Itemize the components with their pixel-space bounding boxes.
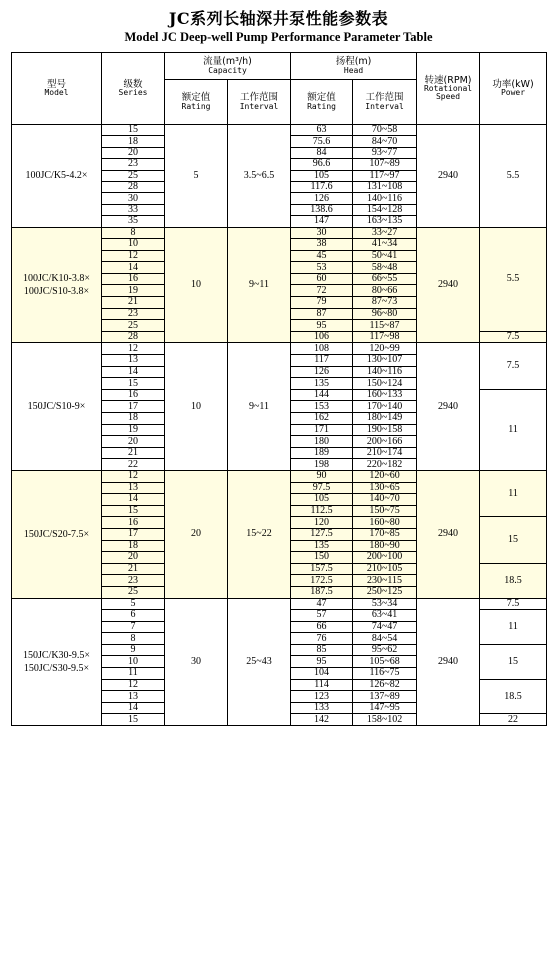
capacity-rating-zh: 额定值 <box>181 92 211 104</box>
head-rating-cell: 147 <box>291 216 353 227</box>
series-cell: 14 <box>102 494 165 506</box>
head-interval-cell: 131~108 <box>353 181 417 192</box>
speed-cell: 2940 <box>417 125 480 228</box>
head-interval-cell: 180~149 <box>353 413 417 425</box>
series-cell: 15 <box>102 125 165 136</box>
capacity-interval-cell: 25~43 <box>228 598 291 726</box>
capacity-interval-zh: 工作范围 <box>240 92 279 104</box>
model-name: 150JC/S10-9× <box>27 401 86 413</box>
table-row <box>12 470 547 482</box>
head-rating-cell: 85 <box>291 644 353 656</box>
capacity-rating-cell: 10 <box>165 227 228 343</box>
head-interval-cell: 170~85 <box>353 528 417 540</box>
head-header-en: Head <box>343 65 364 75</box>
speed-header <box>417 53 480 125</box>
speed-header-en1: Rotational <box>423 84 473 94</box>
speed-cell: 2940 <box>417 470 480 598</box>
head-interval-cell: 84~54 <box>353 633 417 645</box>
power-cell: 18.5 <box>480 563 547 598</box>
series-cell: 18 <box>102 413 165 425</box>
head-rating-cell: 126 <box>291 366 353 378</box>
head-interval-cell: 95~62 <box>353 644 417 656</box>
head-rating-cell: 104 <box>291 668 353 680</box>
series-cell: 25 <box>102 170 165 181</box>
series-cell: 18 <box>102 540 165 552</box>
head-rating-cell: 114 <box>291 679 353 691</box>
head-rating-cell: 95 <box>291 656 353 668</box>
power-cell: 11 <box>480 610 547 645</box>
table-row <box>12 227 547 239</box>
model-name: 100JC/K10-3.8× <box>22 272 91 284</box>
head-interval-cell: 158~102 <box>353 714 417 726</box>
series-cell: 19 <box>102 424 165 436</box>
series-cell: 13 <box>102 482 165 494</box>
head-rating-cell: 153 <box>291 401 353 413</box>
head-rating-cell: 105 <box>291 170 353 181</box>
series-cell: 12 <box>102 679 165 691</box>
capacity-interval-en: Interval <box>239 101 279 111</box>
head-rating-cell: 142 <box>291 714 353 726</box>
model-name: 150JC/S20-7.5× <box>23 528 90 540</box>
series-cell: 14 <box>102 702 165 714</box>
series-cell: 13 <box>102 355 165 367</box>
model-cell <box>12 125 102 228</box>
series-cell: 21 <box>102 447 165 459</box>
head-rating-cell: 60 <box>291 273 353 285</box>
head-interval-cell: 117~98 <box>353 331 417 343</box>
head-rating-cell: 79 <box>291 297 353 309</box>
head-rating-cell: 133 <box>291 702 353 714</box>
series-cell: 5 <box>102 598 165 610</box>
series-cell: 10 <box>102 239 165 251</box>
model-cell <box>12 227 102 343</box>
series-cell: 15 <box>102 714 165 726</box>
head-rating-cell: 57 <box>291 610 353 622</box>
head-rating-cell: 157.5 <box>291 563 353 575</box>
head-rating-cell: 123 <box>291 691 353 703</box>
header-row-top <box>12 53 547 80</box>
head-rating-cell: 112.5 <box>291 505 353 517</box>
head-header-zh: 扬程(m) <box>335 56 372 68</box>
capacity-interval-cell: 3.5~6.5 <box>228 125 291 228</box>
page-title: JC系列长轴深井泵性能参数表 <box>168 9 389 28</box>
head-rating-cell: 66 <box>291 621 353 633</box>
power-header-zh: 功率(kW) <box>492 78 534 90</box>
series-cell: 14 <box>102 366 165 378</box>
head-interval-cell: 137~89 <box>353 691 417 703</box>
series-cell: 21 <box>102 297 165 309</box>
power-cell: 7.5 <box>480 598 547 610</box>
capacity-rating-cell: 20 <box>165 470 228 598</box>
head-interval-cell: 74~47 <box>353 621 417 633</box>
head-rating-cell: 117 <box>291 355 353 367</box>
head-interval-cell: 147~95 <box>353 702 417 714</box>
series-cell: 35 <box>102 216 165 227</box>
series-cell: 30 <box>102 193 165 204</box>
series-cell: 8 <box>102 633 165 645</box>
model-cell <box>12 343 102 471</box>
speed-header-en2: Speed <box>435 92 461 102</box>
head-interval-cell: 130~107 <box>353 355 417 367</box>
power-header <box>480 53 547 125</box>
head-interval-cell: 150~75 <box>353 505 417 517</box>
capacity-interval-header <box>228 80 291 125</box>
head-interval-cell: 140~116 <box>353 366 417 378</box>
head-interval-cell: 126~82 <box>353 679 417 691</box>
head-interval-cell: 140~70 <box>353 494 417 506</box>
head-interval-cell: 210~174 <box>353 447 417 459</box>
head-interval-cell: 117~97 <box>353 170 417 181</box>
series-cell: 16 <box>102 273 165 285</box>
series-cell: 10 <box>102 656 165 668</box>
head-rating-cell: 63 <box>291 125 353 136</box>
head-rating-cell: 198 <box>291 459 353 471</box>
series-header-zh: 级数 <box>123 78 143 90</box>
head-rating-cell: 126 <box>291 193 353 204</box>
series-header <box>102 53 165 125</box>
performance-table <box>11 52 547 726</box>
head-rating-cell: 45 <box>291 250 353 262</box>
series-cell: 19 <box>102 285 165 297</box>
head-interval-cell: 84~70 <box>353 136 417 147</box>
series-cell: 20 <box>102 436 165 448</box>
series-cell: 13 <box>102 691 165 703</box>
head-interval-cell: 33~27 <box>353 227 417 239</box>
head-interval-en: Interval <box>365 101 404 111</box>
series-cell: 17 <box>102 528 165 540</box>
head-interval-cell: 160~80 <box>353 517 417 529</box>
head-rating-cell: 97.5 <box>291 482 353 494</box>
head-rating-zh: 额定值 <box>307 92 336 104</box>
power-cell: 22 <box>480 714 547 726</box>
head-interval-cell: 220~182 <box>353 459 417 471</box>
head-interval-cell: 96~80 <box>353 308 417 320</box>
series-cell: 16 <box>102 389 165 401</box>
series-cell: 15 <box>102 505 165 517</box>
series-cell: 25 <box>102 320 165 332</box>
capacity-rating-en: Rating <box>181 101 211 111</box>
head-interval-cell: 53~34 <box>353 598 417 610</box>
head-rating-cell: 30 <box>291 227 353 239</box>
head-interval-cell: 160~133 <box>353 389 417 401</box>
series-cell: 12 <box>102 470 165 482</box>
head-rating-cell: 171 <box>291 424 353 436</box>
head-interval-cell: 154~128 <box>353 204 417 215</box>
model-name: 100JC/K5-4.2× <box>25 170 88 182</box>
head-interval-cell: 200~166 <box>353 436 417 448</box>
head-interval-cell: 120~60 <box>353 470 417 482</box>
power-cell: 15 <box>480 644 547 679</box>
head-interval-cell: 150~124 <box>353 378 417 390</box>
model-cell <box>12 598 102 726</box>
head-rating-cell: 47 <box>291 598 353 610</box>
series-cell: 21 <box>102 563 165 575</box>
head-rating-cell: 120 <box>291 517 353 529</box>
head-interval-cell: 115~87 <box>353 320 417 332</box>
speed-cell: 2940 <box>417 227 480 343</box>
head-interval-cell: 66~55 <box>353 273 417 285</box>
series-cell: 25 <box>102 586 165 598</box>
power-cell: 5.5 <box>480 125 547 228</box>
head-rating-cell: 150 <box>291 552 353 564</box>
head-rating-cell: 108 <box>291 343 353 355</box>
head-rating-cell: 53 <box>291 262 353 274</box>
head-rating-cell: 106 <box>291 331 353 343</box>
power-header-en: Power <box>500 88 526 98</box>
head-interval-cell: 80~66 <box>353 285 417 297</box>
series-cell: 16 <box>102 517 165 529</box>
head-interval-cell: 93~77 <box>353 147 417 158</box>
model-name: 150JC/S30-9.5× <box>23 662 90 674</box>
series-header-en: Series <box>118 88 148 98</box>
head-interval-cell: 210~105 <box>353 563 417 575</box>
series-cell: 11 <box>102 668 165 680</box>
head-interval-cell: 50~41 <box>353 250 417 262</box>
model-header <box>12 53 102 125</box>
head-interval-zh: 工作范围 <box>365 92 404 104</box>
head-interval-cell: 130~65 <box>353 482 417 494</box>
series-cell: 23 <box>102 159 165 170</box>
table-body <box>12 125 547 726</box>
series-cell: 28 <box>102 181 165 192</box>
power-cell: 18.5 <box>480 679 547 714</box>
power-cell: 11 <box>480 470 547 516</box>
capacity-header-zh: 流量(m³/h) <box>203 56 252 68</box>
head-rating-cell: 127.5 <box>291 528 353 540</box>
series-cell: 18 <box>102 136 165 147</box>
head-header <box>291 53 417 80</box>
head-interval-cell: 163~135 <box>353 216 417 227</box>
table-row <box>12 125 547 136</box>
head-interval-cell: 120~99 <box>353 343 417 355</box>
head-rating-cell: 75.6 <box>291 136 353 147</box>
head-interval-cell: 58~48 <box>353 262 417 274</box>
series-cell: 28 <box>102 331 165 343</box>
capacity-header <box>165 53 291 80</box>
series-cell: 20 <box>102 552 165 564</box>
head-interval-cell: 41~34 <box>353 239 417 251</box>
speed-cell: 2940 <box>417 598 480 726</box>
head-interval-cell: 190~158 <box>353 424 417 436</box>
head-rating-en: Rating <box>307 101 336 111</box>
head-rating-cell: 72 <box>291 285 353 297</box>
speed-cell: 2940 <box>417 343 480 471</box>
series-cell: 33 <box>102 204 165 215</box>
head-rating-cell: 180 <box>291 436 353 448</box>
capacity-rating-cell: 5 <box>165 125 228 228</box>
head-interval-cell: 70~58 <box>353 125 417 136</box>
head-rating-cell: 172.5 <box>291 575 353 587</box>
head-interval-cell: 87~73 <box>353 297 417 309</box>
series-cell: 8 <box>102 227 165 239</box>
head-rating-cell: 90 <box>291 470 353 482</box>
head-interval-header <box>353 80 417 125</box>
head-rating-header <box>291 80 353 125</box>
series-cell: 7 <box>102 621 165 633</box>
series-cell: 17 <box>102 401 165 413</box>
head-interval-cell: 180~90 <box>353 540 417 552</box>
capacity-interval-cell: 15~22 <box>228 470 291 598</box>
head-rating-cell: 87 <box>291 308 353 320</box>
head-interval-cell: 107~89 <box>353 159 417 170</box>
power-cell: 7.5 <box>480 343 547 389</box>
head-rating-cell: 105 <box>291 494 353 506</box>
head-rating-cell: 144 <box>291 389 353 401</box>
series-cell: 12 <box>102 343 165 355</box>
model-cell <box>12 470 102 598</box>
series-cell: 12 <box>102 250 165 262</box>
capacity-rating-cell: 10 <box>165 343 228 471</box>
table-row <box>12 343 547 355</box>
model-name: 100JC/S10-3.8× <box>23 285 90 297</box>
power-cell: 5.5 <box>480 227 547 331</box>
head-rating-cell: 162 <box>291 413 353 425</box>
head-rating-cell: 95 <box>291 320 353 332</box>
capacity-interval-cell: 9~11 <box>228 343 291 471</box>
series-cell: 6 <box>102 610 165 622</box>
model-name: 150JC/K30-9.5× <box>22 649 91 661</box>
head-interval-cell: 250~125 <box>353 586 417 598</box>
head-interval-cell: 200~100 <box>353 552 417 564</box>
head-rating-cell: 84 <box>291 147 353 158</box>
table-row <box>12 598 547 610</box>
head-interval-cell: 63~41 <box>353 610 417 622</box>
capacity-rating-cell: 30 <box>165 598 228 726</box>
head-rating-cell: 38 <box>291 239 353 251</box>
series-cell: 9 <box>102 644 165 656</box>
speed-header-zh: 转速(RPM) <box>424 74 472 86</box>
capacity-header-en: Capacity <box>208 65 247 75</box>
model-header-en: Model <box>44 88 69 98</box>
capacity-interval-cell: 9~11 <box>228 227 291 343</box>
series-cell: 20 <box>102 147 165 158</box>
power-cell: 11 <box>480 389 547 470</box>
capacity-rating-header <box>165 80 228 125</box>
head-interval-cell: 105~68 <box>353 656 417 668</box>
series-cell: 23 <box>102 308 165 320</box>
series-cell: 22 <box>102 459 165 471</box>
series-cell: 14 <box>102 262 165 274</box>
model-header-zh: 型号 <box>46 78 66 90</box>
head-interval-cell: 170~140 <box>353 401 417 413</box>
head-rating-cell: 187.5 <box>291 586 353 598</box>
head-rating-cell: 138.6 <box>291 204 353 215</box>
head-interval-cell: 230~115 <box>353 575 417 587</box>
series-cell: 23 <box>102 575 165 587</box>
head-interval-cell: 140~116 <box>353 193 417 204</box>
head-rating-cell: 135 <box>291 378 353 390</box>
page-subtitle: Model JC Deep-well Pump Performance Parameter Table <box>124 30 433 44</box>
head-rating-cell: 96.6 <box>291 159 353 170</box>
head-rating-cell: 135 <box>291 540 353 552</box>
head-interval-cell: 116~75 <box>353 668 417 680</box>
power-cell: 15 <box>480 517 547 563</box>
series-cell: 15 <box>102 378 165 390</box>
head-rating-cell: 189 <box>291 447 353 459</box>
power-cell: 7.5 <box>480 331 547 343</box>
head-rating-cell: 117.6 <box>291 181 353 192</box>
head-rating-cell: 76 <box>291 633 353 645</box>
